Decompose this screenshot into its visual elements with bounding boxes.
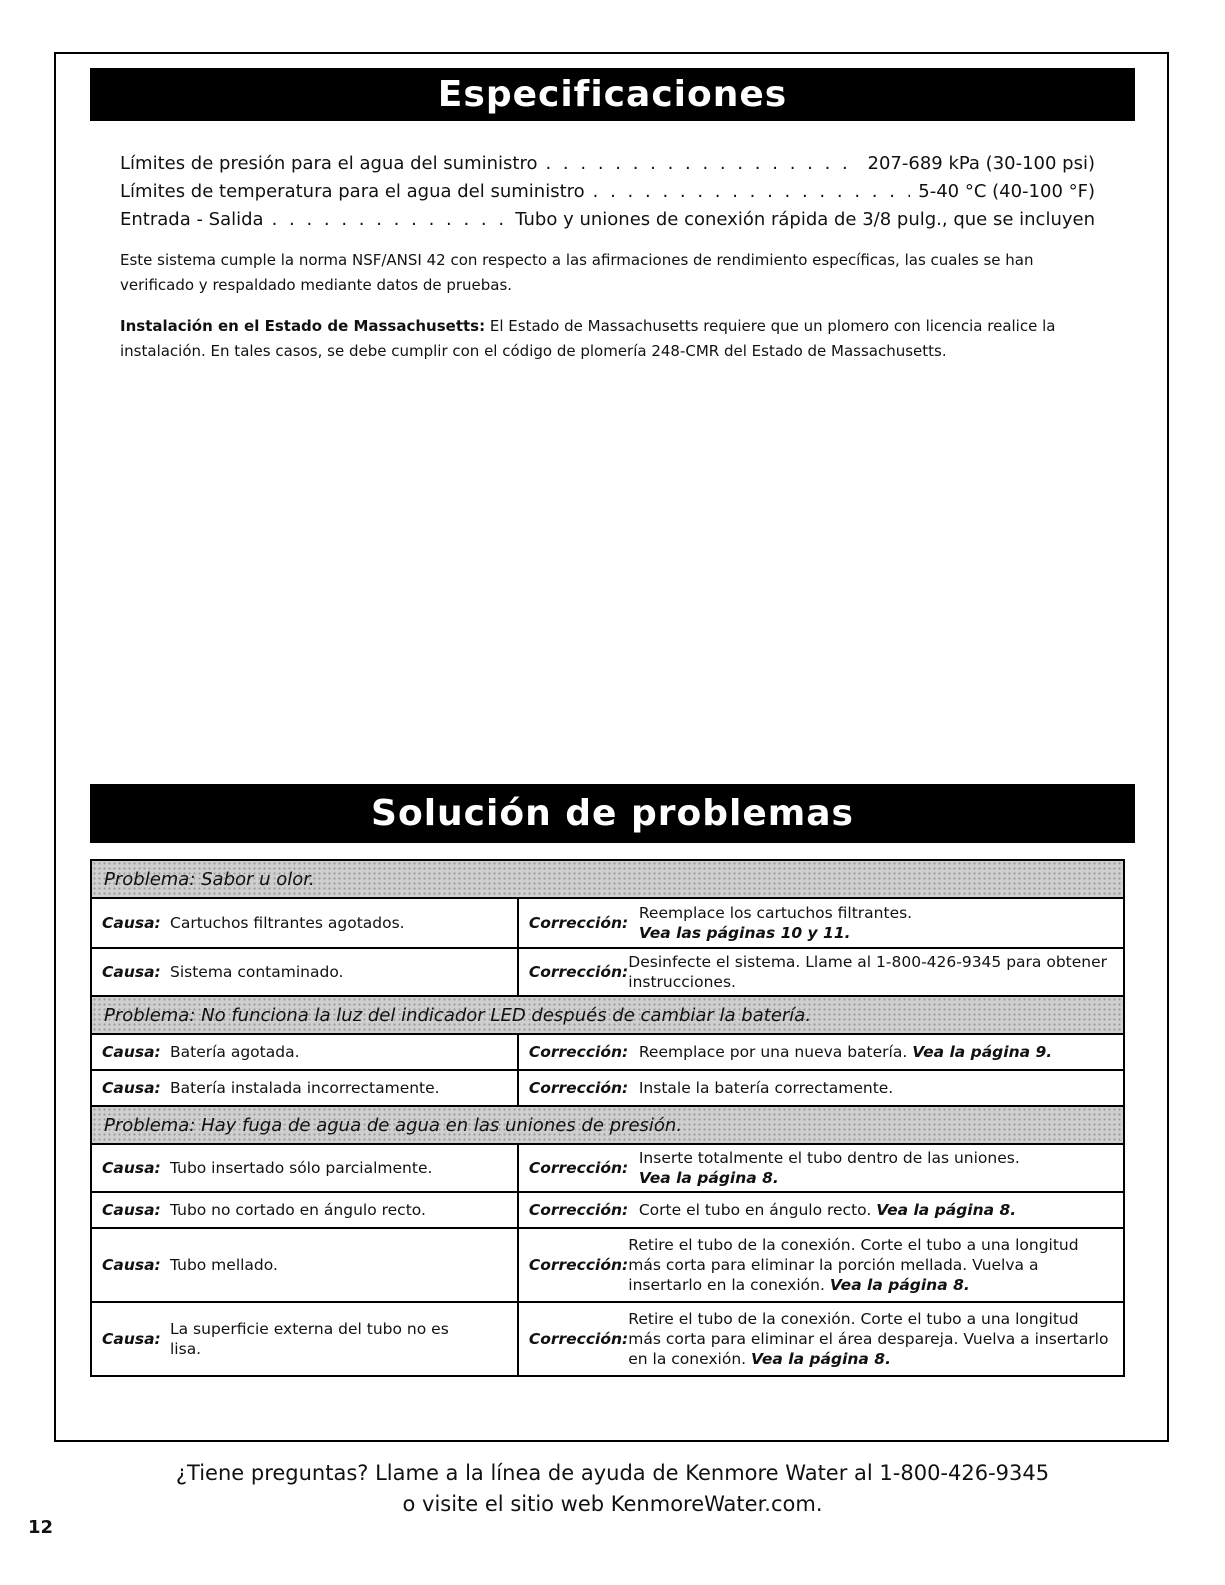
- table-row: [91, 1034, 1124, 1070]
- cause-text: Tubo insertado sólo parcialmente.: [170, 1159, 433, 1177]
- cause-cell: [91, 1192, 518, 1228]
- correction-cell: [518, 1228, 1124, 1302]
- correction-label: Corrección:: [528, 1043, 629, 1061]
- correction-label: Corrección:: [528, 1256, 629, 1274]
- correction-cell: [518, 1302, 1124, 1376]
- cause-label: Causa:: [102, 963, 161, 981]
- cause-text: Tubo mellado.: [170, 1256, 278, 1274]
- specifications-heading: Especificaciones: [90, 68, 1135, 121]
- spec-row-inlet-outlet: [120, 206, 1095, 234]
- correction-text: Reemplace por una nueva batería.: [638, 1043, 908, 1061]
- cause-cell: [91, 1228, 518, 1302]
- troubleshooting-table: [90, 859, 1125, 1377]
- table-row: [91, 1192, 1124, 1228]
- correction-text: Retire el tubo de la conexión. Corte el tubo a una longitud más corta para eliminar el área despareja. Vuelva a insertarlo en la conexión.: [628, 1310, 1109, 1368]
- correction-label: Corrección:: [528, 1079, 629, 1097]
- cause-label: Causa:: [102, 1256, 161, 1274]
- page-number: 12: [28, 1517, 54, 1538]
- cause-text: Batería instalada incorrectamente.: [170, 1079, 440, 1097]
- cause-cell: [91, 1302, 518, 1376]
- cause-cell: [91, 1144, 518, 1192]
- problem-row: [91, 1106, 1124, 1144]
- help-line-phone: ¿Tiene preguntas? Llame a la línea de ayuda de Kenmore Water al 1-800-426-9345: [175, 1461, 1050, 1485]
- correction-cell: [518, 1144, 1124, 1192]
- correction-text: Desinfecte el sistema. Llame al 1-800-426-9345 para obtener instrucciones.: [628, 953, 1108, 991]
- correction-cell: [518, 1192, 1124, 1228]
- cause-label: Causa:: [102, 1079, 161, 1097]
- correction-label: Corrección:: [528, 1201, 629, 1219]
- cause-label: Causa:: [102, 914, 161, 932]
- table-row: [91, 1070, 1124, 1106]
- problem-row: [91, 860, 1124, 898]
- dot-leader: [272, 206, 508, 234]
- troubleshooting-heading: Solución de problemas: [90, 784, 1135, 843]
- correction-cell: [518, 948, 1124, 996]
- help-footer: [0, 1458, 1225, 1520]
- nsf-statement: Este sistema cumple la norma NSF/ANSI 42 con respecto a las afirmaciones de rendimiento específicas, las cuales se han verificado y respaldado mediante datos de pruebas.: [120, 251, 1034, 294]
- correction-text: Instale la batería correctamente.: [638, 1079, 894, 1097]
- problem-title: Problema: No funciona la luz del indicador LED después de cambiar la batería.: [91, 996, 1124, 1034]
- table-row: [91, 948, 1124, 996]
- correction-text: Inserte totalmente el tubo dentro de las uniones.: [638, 1149, 1020, 1167]
- cause-cell: [91, 1034, 518, 1070]
- correction-cell: [518, 1070, 1124, 1106]
- spec-row-pressure: [120, 150, 1095, 178]
- table-row: [91, 898, 1124, 948]
- correction-cell: [518, 1034, 1124, 1070]
- cause-cell: [91, 948, 518, 996]
- correction-text: Retire el tubo de la conexión. Corte el tubo a una longitud más corta para eliminar la porción mellada. Vuelva a insertarlo en la conexión.: [628, 1236, 1079, 1294]
- dot-leader: [593, 178, 911, 206]
- table-row: [91, 1228, 1124, 1302]
- correction-cell: [518, 898, 1124, 948]
- spec-label: Entrada - Salida: [120, 209, 264, 230]
- spec-row-temperature: [120, 178, 1095, 206]
- cause-text: Sistema contaminado.: [170, 963, 344, 981]
- cause-text: La superficie externa del tubo no es lisa.: [170, 1320, 449, 1358]
- page-reference: Vea la página 8.: [829, 1276, 970, 1294]
- correction-label: Corrección:: [528, 1330, 629, 1348]
- spec-label: Límites de presión para el agua del suministro: [120, 153, 538, 174]
- cause-cell: [91, 1070, 518, 1106]
- cause-label: Causa:: [102, 1159, 161, 1177]
- table-row: [91, 1144, 1124, 1192]
- spec-value: 207-689 kPa (30-100 psi): [867, 153, 1095, 174]
- cause-label: Causa:: [102, 1201, 161, 1219]
- cause-cell: [91, 898, 518, 948]
- correction-text: Corte el tubo en ángulo recto.: [638, 1201, 872, 1219]
- table-row: [91, 1302, 1124, 1376]
- problem-title: Problema: Sabor u olor.: [91, 860, 1124, 898]
- page-reference: Vea la página 8.: [751, 1350, 891, 1368]
- cause-label: Causa:: [102, 1043, 161, 1061]
- spec-label: Límites de temperatura para el agua del suministro: [120, 181, 585, 202]
- cause-text: Cartuchos filtrantes agotados.: [170, 914, 405, 932]
- page-reference: Vea la página 8.: [876, 1201, 1017, 1219]
- page-reference: Vea la página 8.: [638, 1169, 779, 1187]
- help-line-web: o visite el sitio web KenmoreWater.com.: [402, 1492, 823, 1516]
- dot-leader: [545, 150, 859, 178]
- spec-list: [120, 150, 1095, 234]
- correction-text: Reemplace los cartuchos filtrantes.: [638, 904, 913, 922]
- massachusetts-note: [120, 314, 1070, 364]
- page-reference: Vea la página 9.: [912, 1043, 1053, 1061]
- correction-label: Corrección:: [528, 1159, 629, 1177]
- spec-value: Tubo y uniones de conexión rápida de 3/8 pulg., que se incluyen: [515, 209, 1095, 230]
- massachusetts-label: Instalación en el Estado de Massachusetts:: [120, 317, 486, 335]
- correction-label: Corrección:: [528, 963, 629, 981]
- massachusetts-text: El Estado de Massachusetts requiere que un plomero con licencia realice la instalación. En tales casos, se debe cumplir con el código de plomería 248-CMR del Estado de Massachusetts.: [120, 317, 1056, 360]
- page-reference: Vea las páginas 10 y 11.: [638, 924, 851, 942]
- cause-label: Causa:: [102, 1330, 161, 1348]
- problem-title: Problema: Hay fuga de agua de agua en las uniones de presión.: [91, 1106, 1124, 1144]
- spec-value: 5-40 °C (40-100 °F): [918, 181, 1095, 202]
- problem-row: [91, 996, 1124, 1034]
- cause-text: Batería agotada.: [170, 1043, 300, 1061]
- cause-text: Tubo no cortado en ángulo recto.: [170, 1201, 426, 1219]
- correction-label: Corrección:: [528, 914, 629, 932]
